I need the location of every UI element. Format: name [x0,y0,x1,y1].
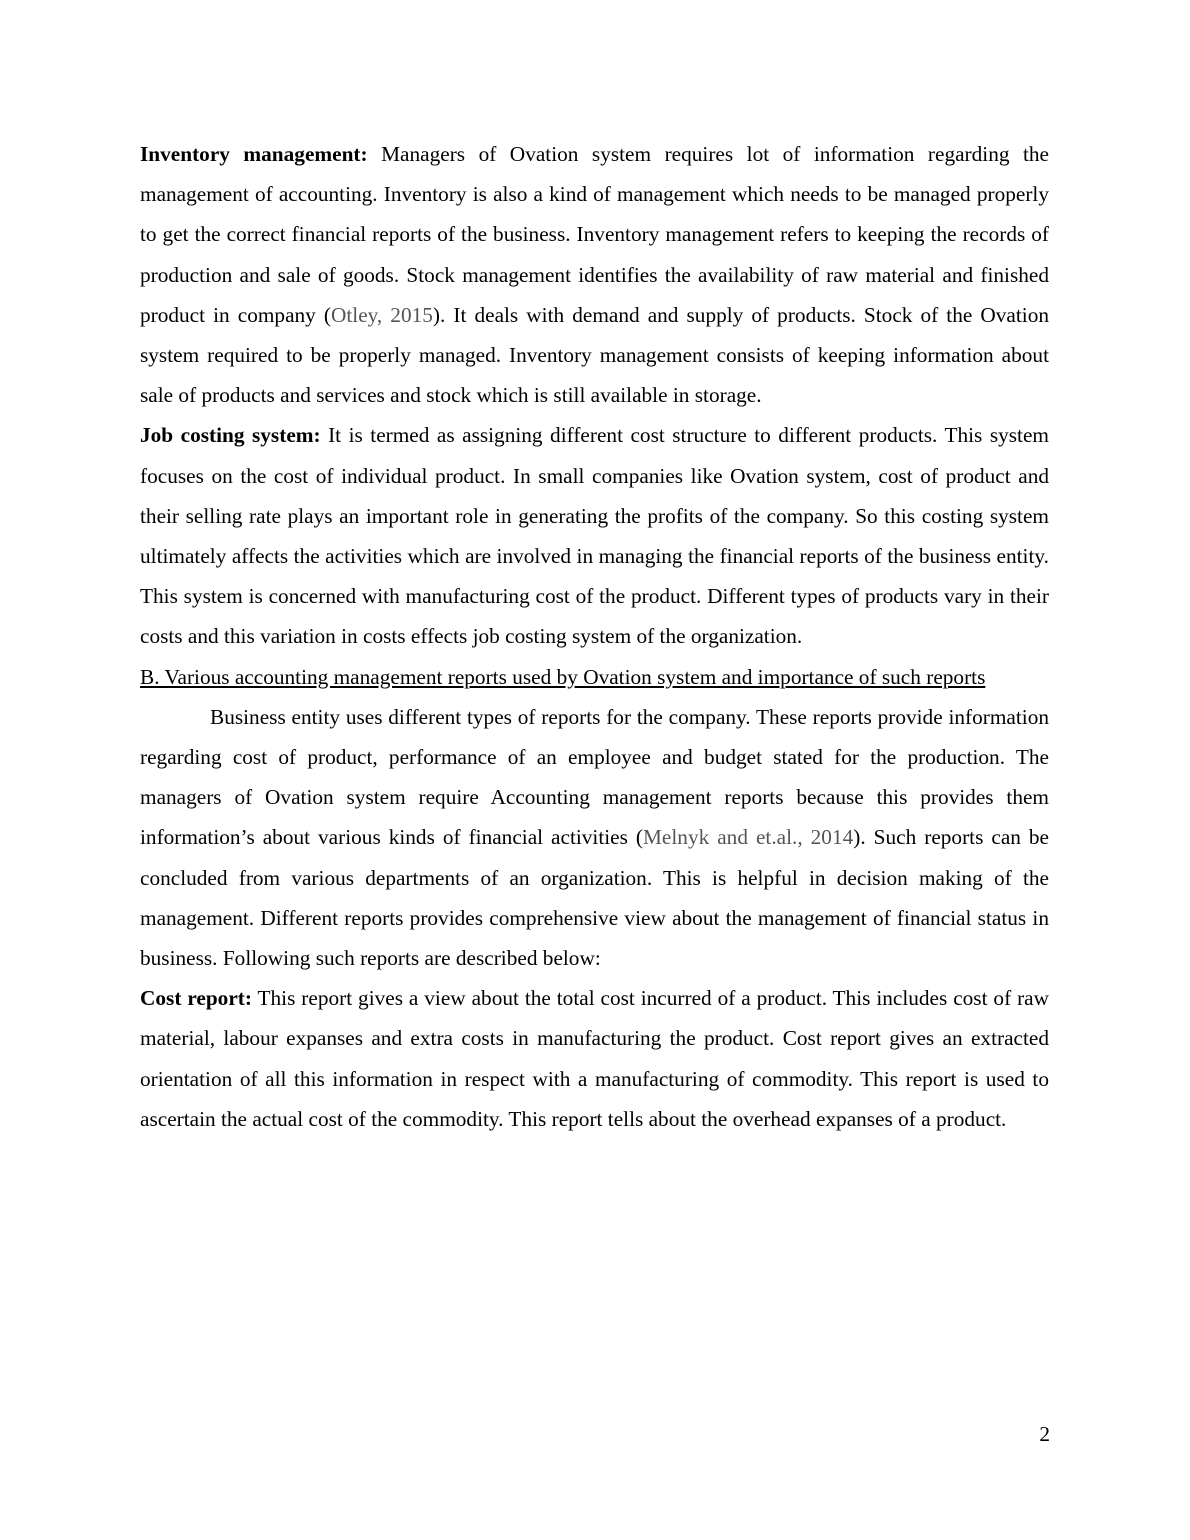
page-number: 2 [1039,1422,1050,1446]
cost-report-lead: Cost report: [140,986,252,1011]
inventory-management-paragraph [140,134,1049,415]
section-heading-b: B. Various accounting management reports used by Ovation system and importance of such reports [140,664,986,689]
citation-melnyk: Melnyk and et.al., 2014 [643,825,854,850]
business-entity-text-part-1: Business entity uses different types of reports for the company. These reports provide information regarding cost of product, performance of an employee and budget stated for the production. The managers of Ovation system require Accounting management reports because this provides them information’s about various kinds of financial activities ( [140,704,1049,850]
document-body [140,134,1049,1139]
job-costing-text: It is termed as assigning different cost structure to different products. This system focuses on the cost of individual product. In small companies like Ovation system, cost of product and their selling rate plays an important role in generating the profits of the company. So this costing system ultimately affects the activities which are involved in managing the financial reports of the business entity. This system is concerned with manufacturing cost of the product. Different types of products vary in their costs and this variation in costs effects job costing system of the organization. [140,423,1049,649]
job-costing-paragraph [140,415,1049,656]
inventory-management-lead: Inventory management: [140,142,368,166]
cost-report-paragraph [140,978,1049,1139]
inventory-text-part-1: Managers of Ovation system requires lot of information regarding the management of accounting. Inventory is also a kind of management which needs to be managed properly to get the correct financial reports of the business. Inventory management refers to keeping the records of production and sale of goods. Stock management identifies the availability of raw material and finished product in company ( [140,142,1050,327]
job-costing-lead: Job costing system: [140,423,321,448]
business-entity-paragraph [140,697,1049,978]
business-entity-text-part-2: ). Such reports can be concluded from various departments of an organization. This is helpful in decision making of the management. Different reports provides comprehensive view about the management of financial status in business. Following such reports are described below: [140,825,1049,971]
cost-report-text: This report gives a view about the total cost incurred of a product. This includes cost of raw material, labour expanses and extra costs in manufacturing the product. Cost report gives an extracted orientation of all this information in respect with a manufacturing of commodity. This report is used to ascertain the actual cost of the commodity. This report tells about the overhead expanses of a product. [140,986,1050,1131]
inventory-text-part-2: ). It deals with demand and supply of products. Stock of the Ovation system required to be properly managed. Inventory management consists of keeping information about sale of products and services and stock which is still available in storage. [140,302,1049,408]
citation-otley: Otley, 2015 [330,302,433,327]
